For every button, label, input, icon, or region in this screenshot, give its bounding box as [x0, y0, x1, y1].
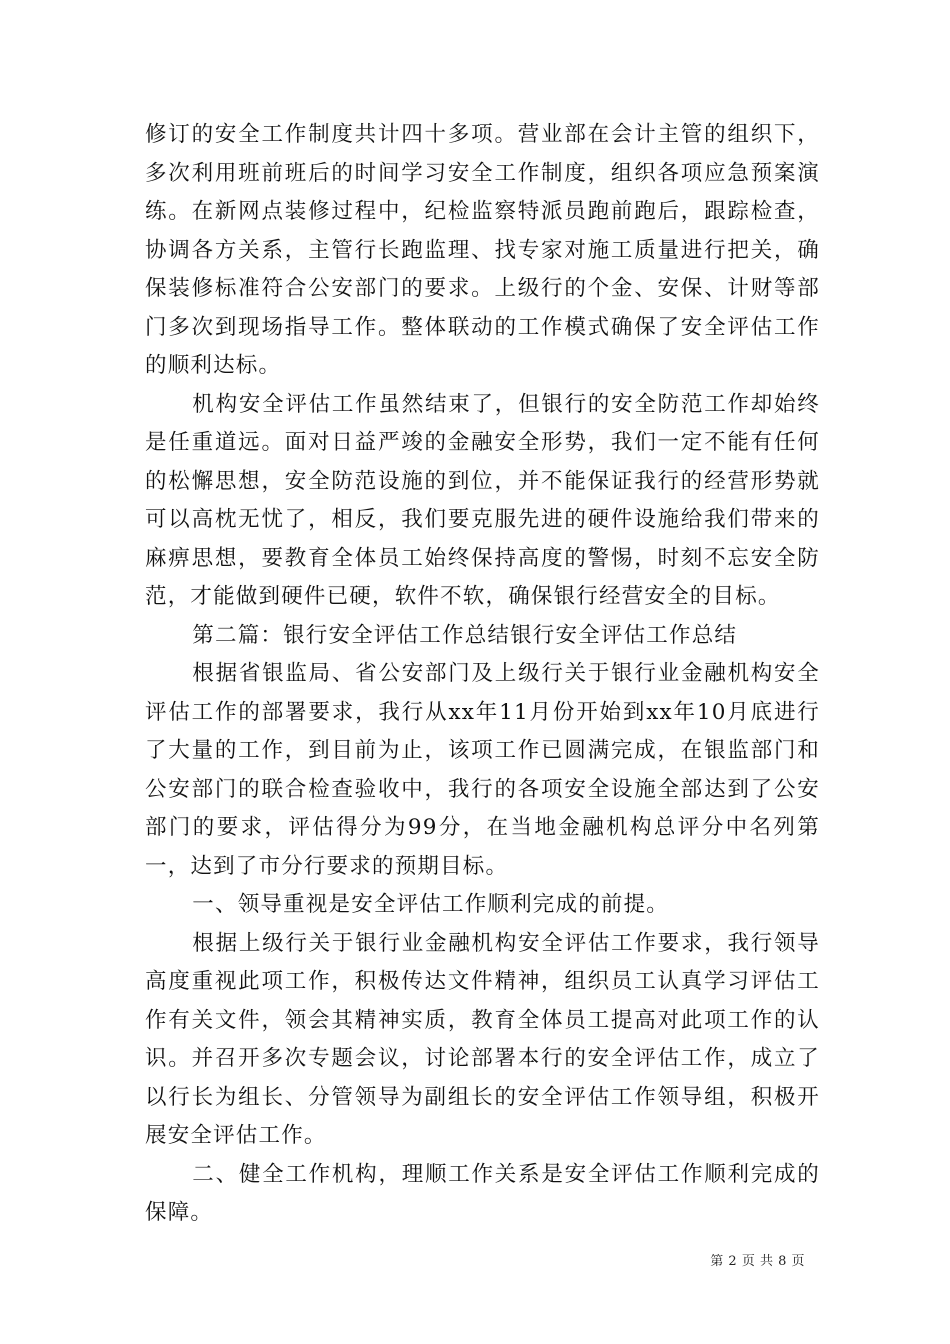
document-body — [145, 116, 820, 1233]
paragraph-leadership: 根据上级行关于银行业金融机构安全评估工作要求，我行领导高度重视此项工作，积极传达文件精神，组织员工认真学习评估工作有关文件，领会其精神实质，教育全体员工提高对此项工作的认识。并召开多次专题会议，讨论部署本行的安全评估工作，成立了以行长为组长、分管领导为副组长的安全评估工作领导组，积极开展安全评估工作。 — [145, 930, 820, 1148]
section-heading-two: 二、健全工作机构，理顺工作关系是安全评估工作顺利完成的保障。 — [145, 1161, 820, 1225]
section-heading-part-two: 第二篇：银行安全评估工作总结银行安全评估工作总结 — [192, 622, 738, 648]
paragraph-security-outlook: 机构安全评估工作虽然结束了，但银行的安全防范工作却始终是任重道远。面对日益严竣的金融安全形势，我们一定不能有任何的松懈思想，安全防范设施的到位，并不能保证我行的经营形势就可以高枕无忧了，相反，我们要克服先进的硬件设施给我们带来的麻痹思想，要教育全体员工始终保持高度的警惕，时刻不忘安全防范，才能做到硬件已硬，软件不软，确保银行经营安全的目标。 — [145, 391, 820, 609]
paragraph-overview: 根据省银监局、省公安部门及上级行关于银行业金融机构安全评估工作的部署要求，我行从xx年11月份开始到xx年10月底进行了大量的工作，到目前为止，该项工作已圆满完成，在银监部门和公安部门的联合检查验收中，我行的各项安全设施全部达到了公安部门的要求，评估得分为99分，在当地金融机构总评分中名列第一，达到了市分行要求的预期目标。 — [145, 661, 820, 879]
paragraph-continued: 修订的安全工作制度共计四十多项。营业部在会计主管的组织下，多次利用班前班后的时间学习安全工作制度，组织各项应急预案演练。在新网点装修过程中，纪检监察特派员跑前跑后，跟踪检查，协调各方关系，主管行长跑监理、找专家对施工质量进行把关，确保装修标准符合公安部门的要求。上级行的个金、安保、计财等部门多次到现场指导工作。整体联动的工作模式确保了安全评估工作的顺利达标。 — [145, 122, 820, 378]
section-heading-one: 一、领导重视是安全评估工作顺利完成的前提。 — [192, 892, 669, 917]
page-number: 第 2 页 共 8 页 — [710, 1254, 805, 1269]
